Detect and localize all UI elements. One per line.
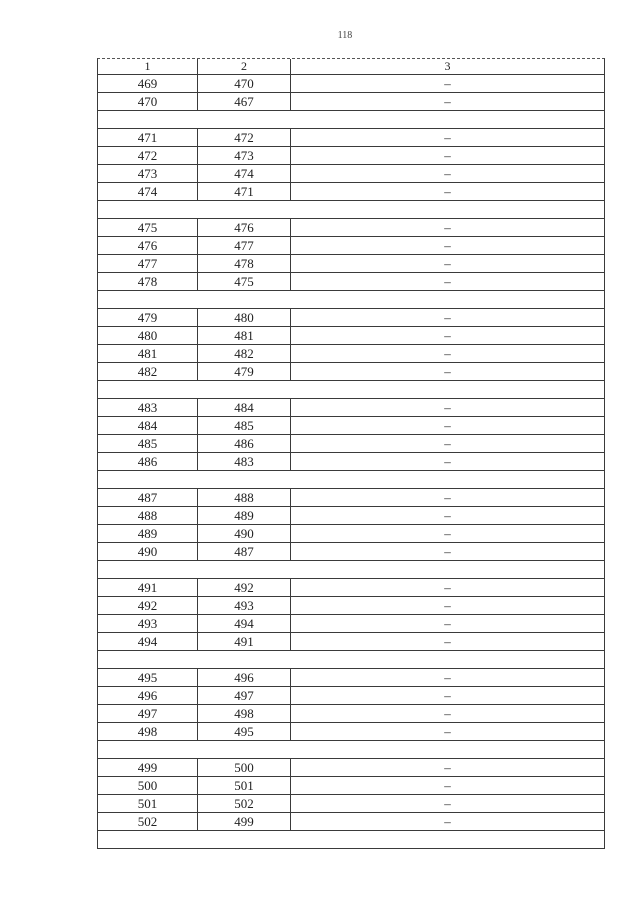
index-table: [97, 58, 605, 849]
group-separator-row: [98, 651, 604, 669]
column-2-cell: 477: [198, 237, 291, 254]
column-3-cell: –: [444, 490, 451, 505]
column-3-cell: –: [444, 526, 451, 541]
column-3-cell: –: [444, 148, 451, 163]
column-3-cell: –: [444, 166, 451, 181]
group-separator-row: [98, 831, 604, 849]
column-1-cell: 477: [98, 255, 198, 272]
table-row: [98, 129, 604, 147]
column-1-cell: 493: [98, 615, 198, 632]
table-row: [98, 255, 604, 273]
group-separator-row: [98, 381, 604, 399]
column-2-cell: 500: [198, 759, 291, 776]
column-3-cell: –: [444, 508, 451, 523]
column-1-cell: 479: [98, 309, 198, 326]
column-2-cell: 487: [198, 543, 291, 560]
column-2-cell: 470: [198, 75, 291, 92]
table-row: [98, 345, 604, 363]
column-1-cell: 489: [98, 525, 198, 542]
column-2-cell: 497: [198, 687, 291, 704]
column-2-cell: 501: [198, 777, 291, 794]
column-2-cell: 491: [198, 633, 291, 650]
column-1-cell: 478: [98, 273, 198, 290]
group-separator-row: [98, 561, 604, 579]
group-separator-row: [98, 111, 604, 129]
column-3-cell: –: [444, 328, 451, 343]
column-3-header: 3: [444, 59, 451, 73]
table-row: [98, 165, 604, 183]
column-3-cell: –: [444, 580, 451, 595]
column-1-cell: 488: [98, 507, 198, 524]
column-3-cell: –: [444, 238, 451, 253]
column-1-cell: 476: [98, 237, 198, 254]
column-3-cell: –: [444, 400, 451, 415]
table-row: [98, 237, 604, 255]
group-separator-row: [98, 471, 604, 489]
table-row: [98, 687, 604, 705]
column-1-cell: 497: [98, 705, 198, 722]
column-2-cell: 492: [198, 579, 291, 596]
column-1-cell: 485: [98, 435, 198, 452]
table-row: [98, 219, 604, 237]
column-1-header: 1: [98, 59, 198, 74]
group-separator-row: [98, 201, 604, 219]
column-1-cell: 501: [98, 795, 198, 812]
column-2-cell: 481: [198, 327, 291, 344]
column-3-cell: –: [444, 760, 451, 775]
column-1-cell: 481: [98, 345, 198, 362]
column-2-cell: 486: [198, 435, 291, 452]
table-row: [98, 327, 604, 345]
column-2-cell: 471: [198, 183, 291, 200]
table-row: [98, 363, 604, 381]
table-row: [98, 93, 604, 111]
column-2-cell: 495: [198, 723, 291, 740]
column-1-cell: 498: [98, 723, 198, 740]
column-2-cell: 496: [198, 669, 291, 686]
group-separator-row: [98, 291, 604, 309]
table-row: [98, 309, 604, 327]
column-1-cell: 484: [98, 417, 198, 434]
column-1-cell: 494: [98, 633, 198, 650]
table-row: [98, 435, 604, 453]
table-row: [98, 579, 604, 597]
table-row: [98, 669, 604, 687]
column-2-cell: 483: [198, 453, 291, 470]
table-row: [98, 489, 604, 507]
column-1-cell: 502: [98, 813, 198, 830]
column-3-cell: –: [444, 274, 451, 289]
column-3-cell: –: [444, 418, 451, 433]
table-row: [98, 417, 604, 435]
column-1-cell: 492: [98, 597, 198, 614]
column-2-cell: 480: [198, 309, 291, 326]
column-3-cell: –: [444, 814, 451, 829]
column-1-cell: 487: [98, 489, 198, 506]
table-row: [98, 777, 604, 795]
column-1-cell: 469: [98, 75, 198, 92]
column-2-cell: 488: [198, 489, 291, 506]
column-1-cell: 499: [98, 759, 198, 776]
column-3-cell: –: [444, 706, 451, 721]
column-2-cell: 499: [198, 813, 291, 830]
column-3-cell: –: [444, 544, 451, 559]
table-row: [98, 507, 604, 525]
table-header-row: [98, 59, 604, 75]
column-2-cell: 472: [198, 129, 291, 146]
column-3-cell: –: [444, 724, 451, 739]
page-number: 118: [337, 30, 353, 41]
column-2-header: 2: [198, 59, 291, 74]
column-2-cell: 474: [198, 165, 291, 182]
column-2-cell: 502: [198, 795, 291, 812]
table-row: [98, 795, 604, 813]
table-row: [98, 525, 604, 543]
column-2-cell: 482: [198, 345, 291, 362]
column-2-cell: 473: [198, 147, 291, 164]
group-separator-row: [98, 741, 604, 759]
column-3-cell: –: [444, 778, 451, 793]
table-row: [98, 759, 604, 777]
column-3-cell: –: [444, 670, 451, 685]
column-3-cell: –: [444, 310, 451, 325]
column-3-cell: –: [444, 364, 451, 379]
table-row: [98, 147, 604, 165]
column-1-cell: 470: [98, 93, 198, 110]
column-3-cell: –: [444, 796, 451, 811]
column-3-cell: –: [444, 220, 451, 235]
column-2-cell: 485: [198, 417, 291, 434]
column-1-cell: 474: [98, 183, 198, 200]
column-2-cell: 489: [198, 507, 291, 524]
column-1-cell: 473: [98, 165, 198, 182]
column-2-cell: 475: [198, 273, 291, 290]
column-3-cell: –: [444, 634, 451, 649]
column-1-cell: 496: [98, 687, 198, 704]
column-3-cell: –: [444, 436, 451, 451]
column-1-cell: 491: [98, 579, 198, 596]
column-1-cell: 500: [98, 777, 198, 794]
column-2-cell: 478: [198, 255, 291, 272]
column-3-cell: –: [444, 616, 451, 631]
column-2-cell: 494: [198, 615, 291, 632]
table-row: [98, 399, 604, 417]
column-3-cell: –: [444, 346, 451, 361]
column-1-cell: 472: [98, 147, 198, 164]
column-3-cell: –: [444, 94, 451, 109]
column-2-cell: 490: [198, 525, 291, 542]
table-row: [98, 543, 604, 561]
column-1-cell: 480: [98, 327, 198, 344]
table-row: [98, 273, 604, 291]
column-2-cell: 484: [198, 399, 291, 416]
table-row: [98, 615, 604, 633]
column-1-cell: 490: [98, 543, 198, 560]
column-3-cell: –: [444, 688, 451, 703]
column-1-cell: 475: [98, 219, 198, 236]
column-3-cell: –: [444, 184, 451, 199]
column-3-cell: –: [444, 454, 451, 469]
column-1-cell: 495: [98, 669, 198, 686]
column-3-cell: –: [444, 598, 451, 613]
column-3-cell: –: [444, 256, 451, 271]
table-row: [98, 183, 604, 201]
table-row: [98, 633, 604, 651]
table-row: [98, 813, 604, 831]
table-row: [98, 723, 604, 741]
column-1-cell: 486: [98, 453, 198, 470]
column-1-cell: 471: [98, 129, 198, 146]
table-row: [98, 705, 604, 723]
column-2-cell: 467: [198, 93, 291, 110]
column-3-cell: –: [444, 130, 451, 145]
column-2-cell: 493: [198, 597, 291, 614]
column-1-cell: 483: [98, 399, 198, 416]
table-row: [98, 597, 604, 615]
column-3-cell: –: [444, 76, 451, 91]
column-2-cell: 479: [198, 363, 291, 380]
column-2-cell: 476: [198, 219, 291, 236]
column-2-cell: 498: [198, 705, 291, 722]
table-row: [98, 453, 604, 471]
column-1-cell: 482: [98, 363, 198, 380]
table-row: [98, 75, 604, 93]
